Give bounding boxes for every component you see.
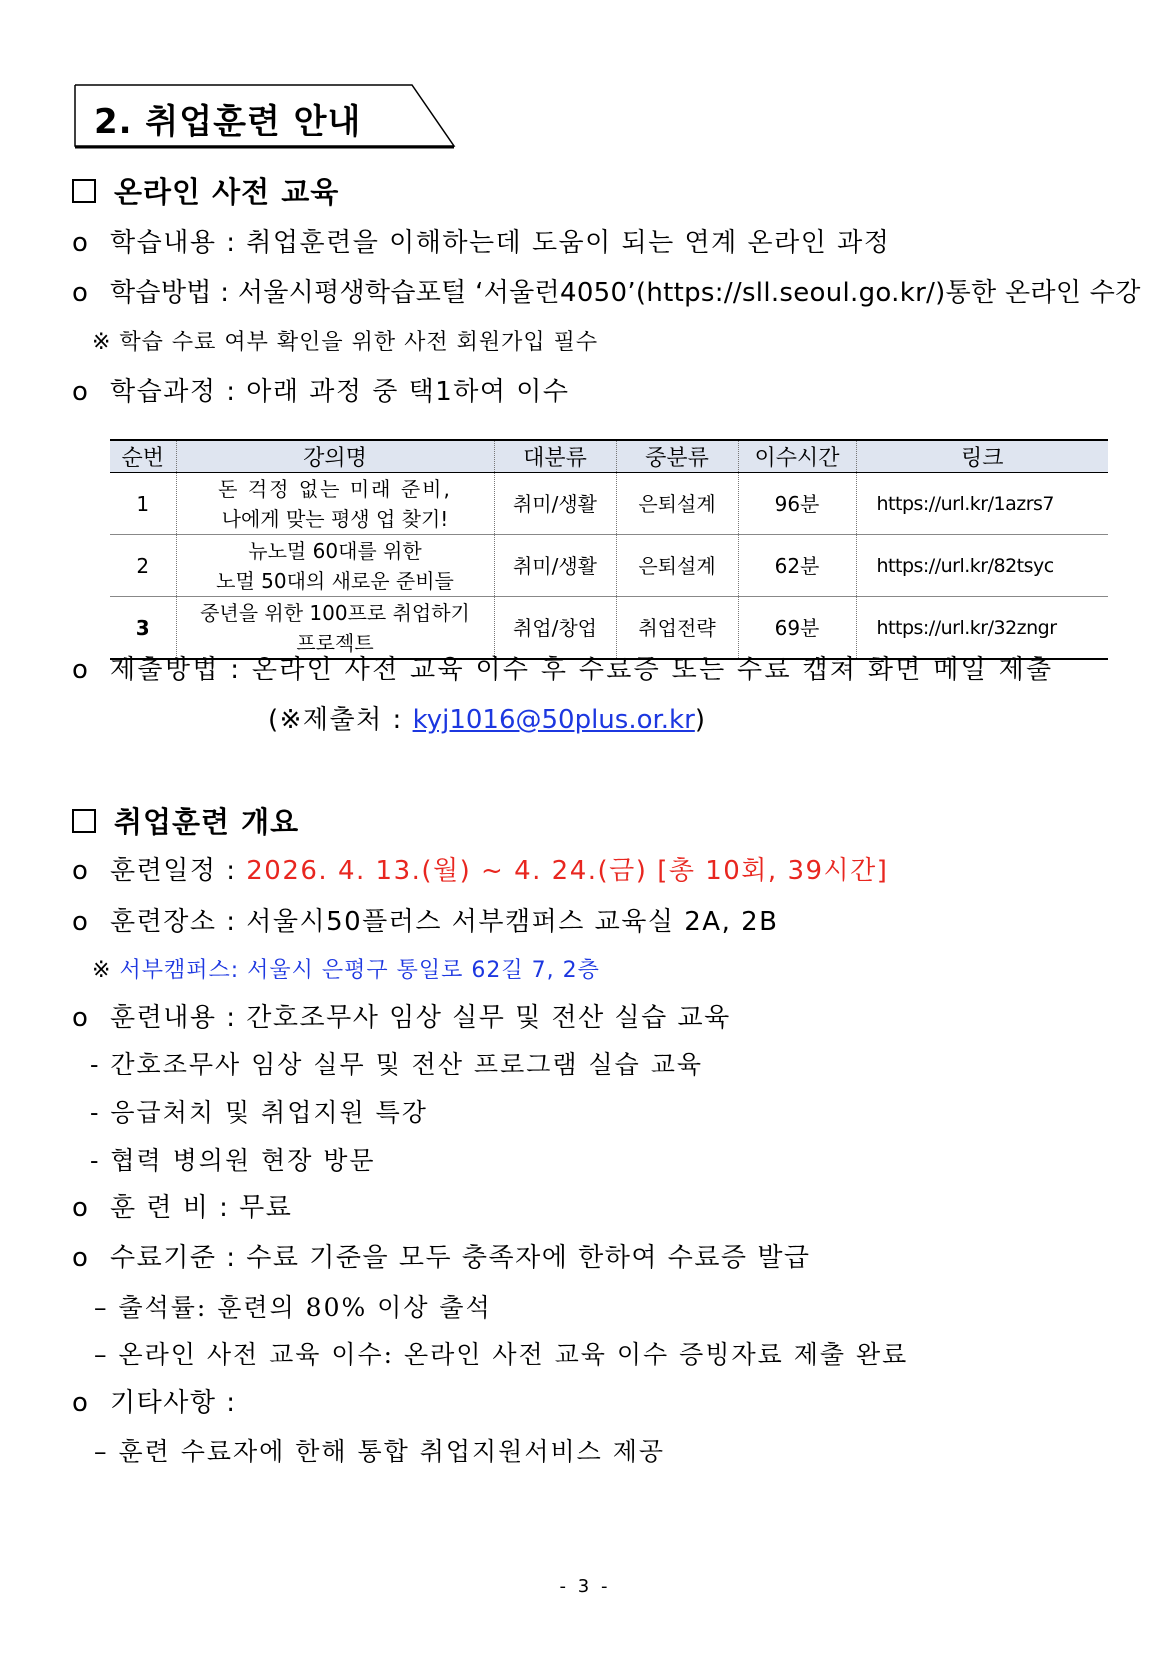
- row-hours: 62분: [738, 535, 856, 597]
- etc-item: – 훈련 수료자에 한해 통합 취업지원서비스 제공: [94, 1437, 666, 1466]
- overview-heading: 취업훈련 개요: [72, 800, 299, 841]
- header-hours: 이수시간: [738, 440, 856, 473]
- online-submit: o 제출방법 : 온라인 사전 교육 이수 후 수료증 또는 수료 캡쳐 화면 메일 제출: [72, 655, 1054, 685]
- online-heading: 온라인 사전 교육: [72, 170, 339, 211]
- header-major: 대분류: [494, 440, 616, 473]
- row-no: 1: [110, 473, 176, 535]
- overview-place: o 훈련장소 : 서울시50플러스 서부캠퍼스 교육실 2A, 2B: [72, 907, 779, 937]
- section-title: 2. 취업훈련 안내: [94, 102, 362, 142]
- circle-bullet-icon: o: [72, 1388, 90, 1418]
- table-row: [110, 473, 1108, 535]
- row-title: 뉴노멀 60대를 위한 노멀 50대의 새로운 준비들: [176, 535, 494, 597]
- circle-bullet-icon: o: [72, 1243, 90, 1273]
- row-link[interactable]: https://url.kr/82tsyc: [856, 535, 1108, 597]
- circle-bullet-icon: o: [72, 1003, 90, 1033]
- submit-email-link[interactable]: kyj1016@50plus.or.kr: [412, 705, 695, 735]
- overview-schedule: o 훈련일정 : 2026. 4. 13.(월) ~ 4. 24.(금) [총 10회, 39시간]: [72, 856, 889, 886]
- row-title: 중년을 위한 100프로 취업하기 프로젝트: [176, 597, 494, 660]
- schedule-value: 2026. 4. 13.(월) ~ 4. 24.(금) [총 10회, 39시간]: [246, 856, 889, 886]
- row-minor: 은퇴설계: [616, 535, 738, 597]
- online-submit-to: (※제출처 : kyj1016@50plus.or.kr): [268, 705, 707, 735]
- overview-etc: o 기타사항 :: [72, 1388, 237, 1418]
- circle-bullet-icon: o: [72, 377, 90, 407]
- circle-bullet-icon: o: [72, 655, 91, 685]
- row-no: 3: [110, 597, 176, 660]
- row-link[interactable]: https://url.kr/32zngr: [856, 597, 1108, 660]
- criteria-item: – 출석률: 훈련의 80% 이상 출석: [94, 1293, 492, 1322]
- overview-content: o 훈련내용 : 간호조무사 임상 실무 및 전산 실습 교육: [72, 1003, 731, 1033]
- header-title: 강의명: [176, 440, 494, 473]
- row-major: 취미/생활: [494, 473, 616, 535]
- row-hours: 69분: [738, 597, 856, 660]
- overview-criteria: o 수료기준 : 수료 기준을 모두 충족자에 한하여 수료증 발급: [72, 1243, 811, 1273]
- circle-bullet-icon: o: [72, 278, 89, 308]
- table-row: [110, 535, 1108, 597]
- row-major: 취미/생활: [494, 535, 616, 597]
- table-header-row: [110, 440, 1108, 473]
- online-course: o 학습과정 : 아래 과정 중 택1하여 이수: [72, 377, 570, 407]
- content-item: - 협력 병의원 현장 방문: [90, 1146, 376, 1175]
- row-minor: 은퇴설계: [616, 473, 738, 535]
- circle-bullet-icon: o: [72, 1193, 90, 1223]
- checkbox-square-icon: [72, 179, 96, 203]
- circle-bullet-icon: o: [72, 856, 90, 886]
- row-link[interactable]: https://url.kr/1azrs7: [856, 473, 1108, 535]
- row-no: 2: [110, 535, 176, 597]
- criteria-item: – 온라인 사전 교육 이수: 온라인 사전 교육 이수 증빙자료 제출 완료: [94, 1340, 909, 1369]
- section-title-box: [74, 84, 474, 150]
- course-table: [110, 439, 1108, 660]
- page-number: - 3 -: [559, 1576, 611, 1597]
- row-minor: 취업전략: [616, 597, 738, 660]
- online-method: o 학습방법 : 서울시평생학습포털 ‘서울런4050’(https://sll.seoul.go.kr/)통한 온라인 수강: [72, 278, 1141, 308]
- circle-bullet-icon: o: [72, 228, 90, 258]
- row-major: 취업/창업: [494, 597, 616, 660]
- content-item: - 간호조무사 임상 실무 및 전산 프로그램 실습 교육: [90, 1050, 704, 1079]
- online-method-note: ※ 학습 수료 여부 확인을 위한 사전 회원가입 필수: [92, 330, 599, 355]
- content-item: - 응급처치 및 취업지원 특강: [90, 1098, 428, 1127]
- header-minor: 중분류: [616, 440, 738, 473]
- overview-fee: o 훈 련 비 : 무료: [72, 1193, 293, 1223]
- place-note: ※ 서부캠퍼스: 서울시 은평구 통일로 62길 7, 2층: [92, 958, 600, 983]
- row-hours: 96분: [738, 473, 856, 535]
- header-no: 순번: [110, 440, 176, 473]
- circle-bullet-icon: o: [72, 907, 90, 937]
- row-title: 돈 걱정 없는 미래 준비, 나에게 맞는 평생 업 찾기!: [176, 473, 494, 535]
- checkbox-square-icon: [72, 809, 96, 833]
- online-content: o 학습내용 : 취업훈련을 이해하는데 도움이 되는 연계 온라인 과정: [72, 228, 891, 258]
- header-link: 링크: [856, 440, 1108, 473]
